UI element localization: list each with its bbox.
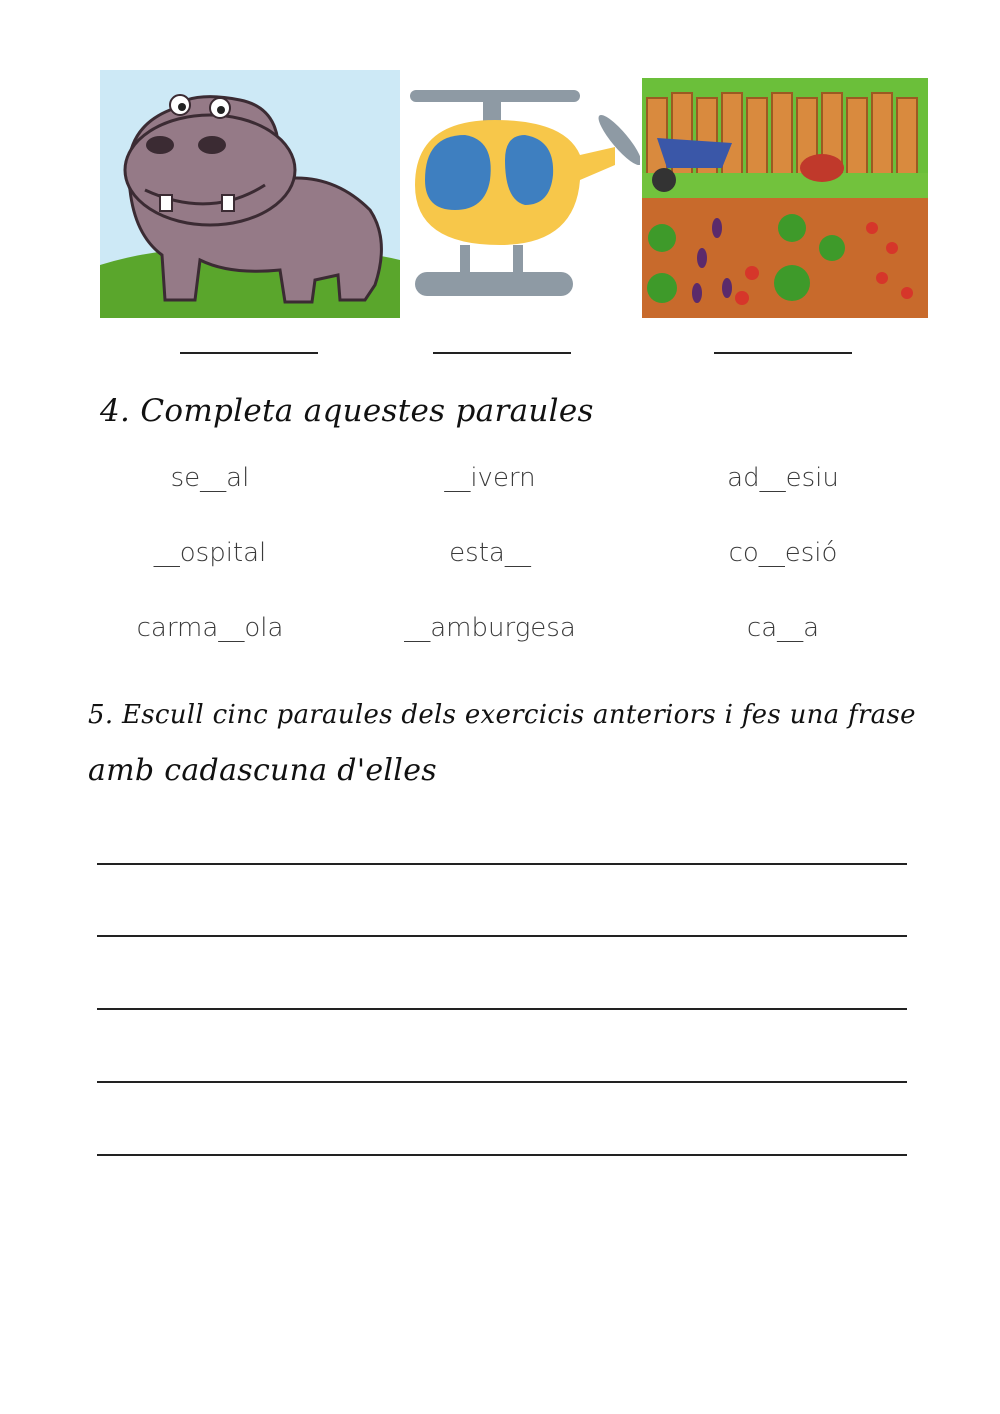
word-r2c1: __ospital — [153, 538, 267, 568]
word-r2c2: esta__ — [449, 538, 531, 568]
answer-line-garden[interactable] — [714, 352, 852, 354]
writing-line-5[interactable] — [97, 1154, 907, 1156]
answer-line-hippo[interactable] — [180, 352, 318, 354]
word-r3c1: carma__ola — [136, 613, 284, 643]
writing-line-4[interactable] — [97, 1081, 907, 1083]
word-r3c3: ca__a — [746, 613, 820, 643]
word-r1c1: se__al — [170, 463, 250, 493]
word-r2c3: co__esió — [728, 538, 838, 568]
writing-line-1[interactable] — [97, 863, 907, 865]
writing-line-2[interactable] — [97, 935, 907, 937]
hippo-picture — [100, 70, 400, 318]
vegetable-garden-picture — [642, 78, 928, 318]
helicopter-picture — [405, 85, 640, 300]
word-r3c2: __amburgesa — [404, 613, 576, 643]
answer-line-helicopter[interactable] — [433, 352, 571, 354]
exercise-4-title: 4. Completa aquestes paraules — [100, 393, 594, 429]
word-r1c2: __ivern — [444, 463, 536, 493]
word-r1c3: ad__esiu — [727, 463, 839, 493]
writing-line-3[interactable] — [97, 1008, 907, 1010]
exercise-5-title-line1: 5. Escull cinc paraules dels exercicis anteriors i fes una frase — [88, 700, 916, 730]
exercise-5-title-line2: amb cadascuna d'elles — [88, 753, 437, 788]
